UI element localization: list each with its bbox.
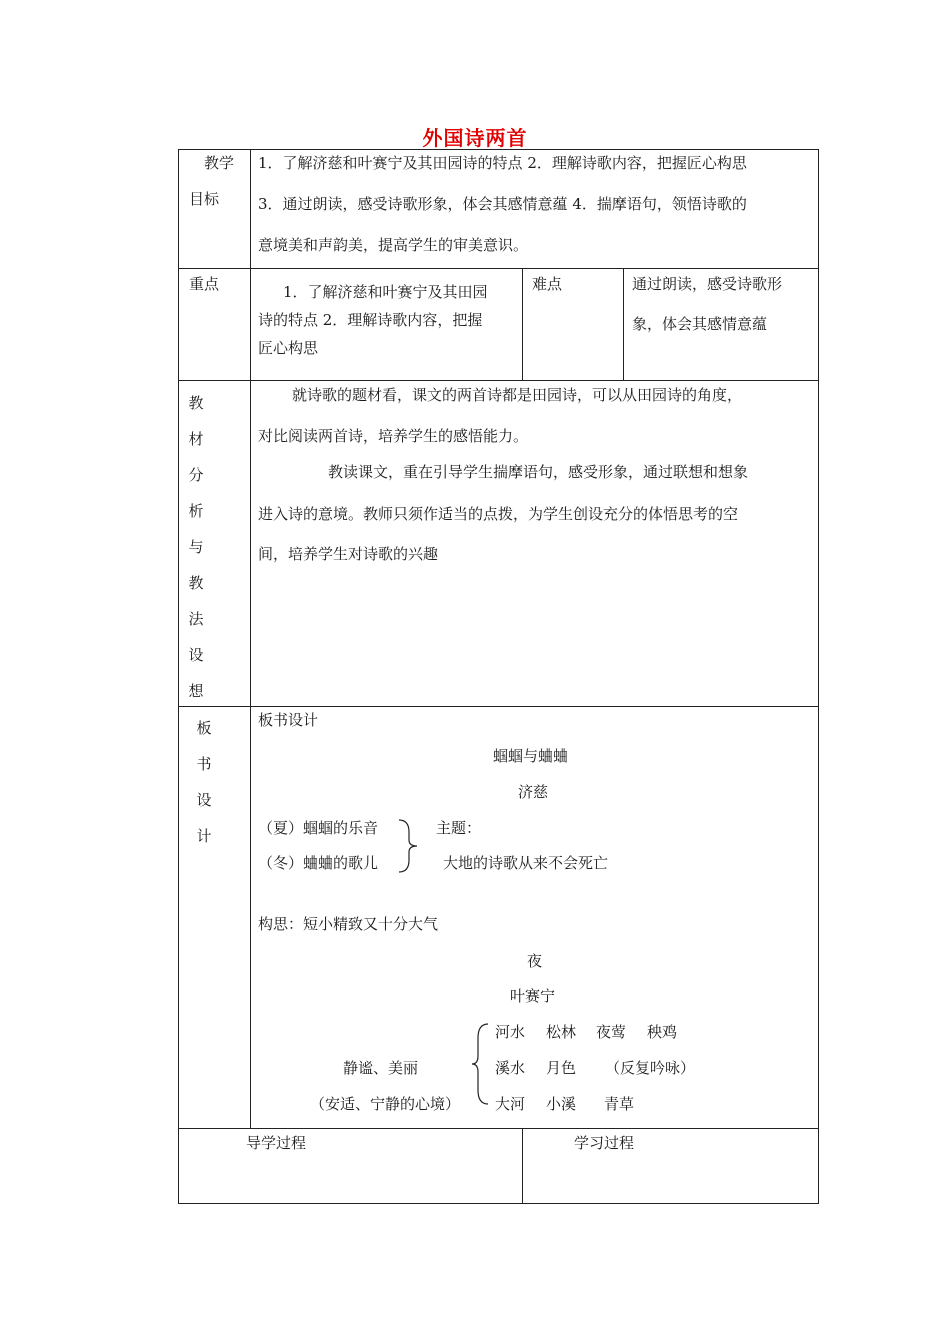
row-divider [178,1128,819,1129]
mood-note: （安适、宁静的心境） [310,1095,461,1113]
imagery-word: 小溪 [546,1095,577,1113]
row-divider [178,380,819,381]
board-heading: 板书设计 [258,711,319,729]
poem1-title: 蝈蝈与蛐蛐 [493,747,569,765]
goals-text: 意境美和声韵美，提高学生的审美意识。 [258,236,529,254]
imagery-word: 青草 [604,1095,635,1113]
poem2-author: 叶赛宁 [510,987,556,1005]
theme-label: 主题： [436,819,482,837]
difficulty-label: 难点 [532,275,563,293]
board-label [184,710,224,854]
analysis-label-char: 设 [188,646,204,664]
left-brace-icon [470,1022,492,1106]
analysis-label-char: 想 [188,682,204,700]
board-label-char: 书 [196,755,212,773]
imagery-word: 河水 [495,1023,526,1041]
key-points-text: 1．了解济慈和叶赛宁及其田园 [283,283,488,301]
table-border [178,149,819,150]
analysis-label-char: 与 [188,538,204,556]
analysis-label-char: 教 [188,574,204,592]
document-title: 外国诗两首 [422,126,528,150]
poem1-author: 济慈 [518,783,549,801]
row-divider [178,706,819,707]
goals-label: 目标 [189,190,220,208]
difficulty-text: 通过朗读，感受诗歌形 [632,275,783,293]
mood-text: 静谧、美丽 [343,1059,419,1077]
goals-text: 1．了解济慈和叶赛宁及其田园诗的特点 2．理解诗歌内容，把握匠心构思 [258,154,747,172]
board-label-char: 板 [196,719,212,737]
theme-text: 大地的诗歌从来不会死亡 [443,854,609,872]
analysis-text: 教读课文，重在引导学生揣摩语句，感受形象，通过联想和想象 [328,463,749,481]
poem1-winter: （冬）蛐蛐的歌儿 [258,854,379,872]
analysis-text: 对比阅读两首诗，培养学生的感悟能力。 [258,427,529,445]
analysis-label-char: 分 [188,466,204,484]
imagery-word: 夜莺 [596,1023,627,1041]
analysis-text: 进入诗的意境。教师只须作适当的点拨，为学生创设充分的体悟思考的空 [258,505,739,523]
table-border [178,1203,819,1204]
analysis-label [176,385,216,709]
column-divider [250,149,251,1128]
guide-process-label: 导学过程 [246,1134,307,1152]
imagery-word: 松林 [546,1023,577,1041]
column-divider [522,268,523,380]
table-border [818,149,819,1203]
analysis-text: 间，培养学生对诗歌的兴趣 [258,545,439,563]
imagery-note: （反复吟咏） [605,1059,696,1077]
board-label-char: 设 [196,791,212,809]
poem1-summer: （夏）蝈蝈的乐音 [258,819,379,837]
imagery-word: 秧鸡 [647,1023,678,1041]
analysis-label-char: 教 [188,394,204,412]
analysis-label-char: 材 [188,430,204,448]
right-brace-icon [397,818,421,874]
column-divider [623,268,624,380]
imagery-word: 溪水 [495,1059,526,1077]
key-points-label: 重点 [189,275,220,293]
analysis-text: 就诗歌的题材看，课文的两首诗都是田园诗，可以从田园诗的角度， [292,386,743,404]
key-points-text: 诗的特点 2．理解诗歌内容，把握 [258,311,483,329]
analysis-label-char: 析 [188,502,204,520]
board-label-char: 计 [196,827,212,845]
row-divider [178,268,819,269]
imagery-word: 大河 [495,1095,526,1113]
imagery-word: 月色 [546,1059,577,1077]
goals-label: 教学 [204,154,235,172]
learn-process-label: 学习过程 [574,1134,635,1152]
key-points-text: 匠心构思 [258,339,319,357]
column-divider [522,1128,523,1203]
idea-text: 构思：短小精致又十分大气 [258,915,439,933]
difficulty-text: 象，体会其感情意蕴 [632,315,768,333]
goals-text: 3．通过朗读，感受诗歌形象，体会其感情意蕴 4．揣摩语句，领悟诗歌的 [258,195,747,213]
poem2-title: 夜 [527,952,543,970]
analysis-label-char: 法 [188,610,204,628]
